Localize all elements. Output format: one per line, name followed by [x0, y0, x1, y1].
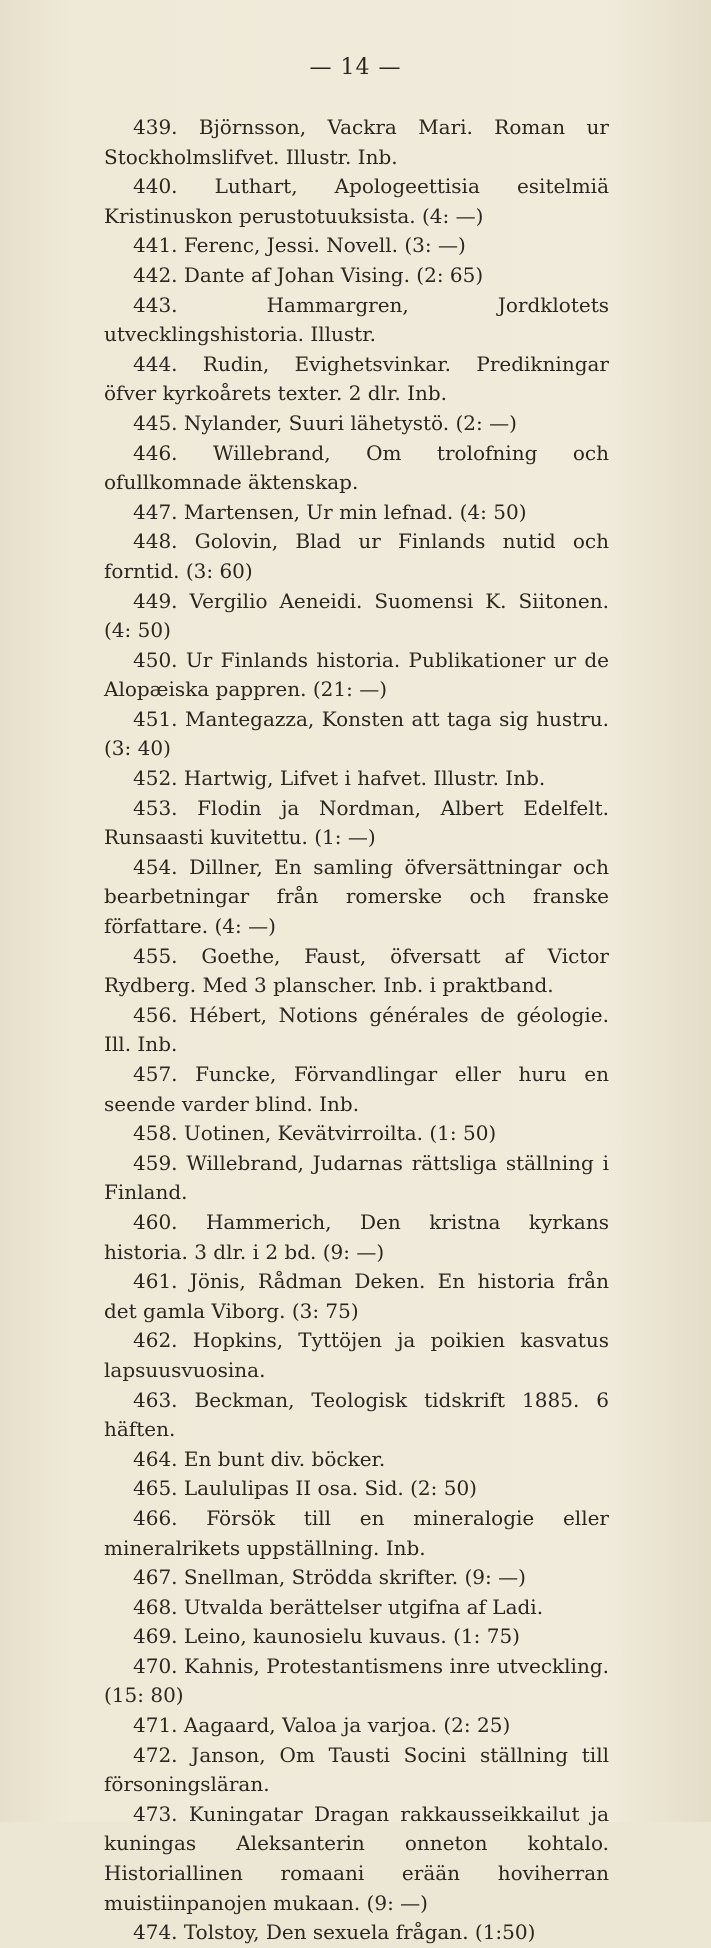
catalog-entry: 458. Uotinen, Kevätvirroilta. (1: 50) [133, 1121, 497, 1146]
catalog-entry: 445. Nylander, Suuri lähetystö. (2: —) [133, 410, 517, 435]
catalog-entry: 451. Mantegazza, Konsten att taga sig hustru. (3: 40) [104, 706, 609, 761]
catalog-entry: 470. Kahnis, Protestantismens inre utveckling. (15: 80) [104, 1653, 609, 1708]
catalog-entry: 448. Golovin, Blad ur Finlands nutid och forntid. (3: 60) [104, 529, 609, 583]
catalog-entry: 473. Kuningatar Dragan rakkausseikkailut ja kuningas Aleksanterin onneton kohtalo. Historiallinen romaani erään hoviherran muistiinpanojen mukaan. (9: —) [104, 1801, 609, 1915]
catalog-entry: 459. Willebrand, Judarnas rättsliga ställning i Finland. [104, 1150, 609, 1205]
catalog-entry: 461. Jönis, Rådman Deken. En historia från det gamla Viborg. (3: 75) [104, 1269, 609, 1323]
catalog-entry: 467. Snellman, Strödda skrifter. (9: —) [133, 1565, 526, 1590]
catalog-entry: 447. Martensen, Ur min lefnad. (4: 50) [133, 499, 527, 524]
catalog-entry: 442. Dante af Johan Vising. (2: 65) [133, 262, 484, 287]
catalog-entry: 443. Hammargren, Jordklotets utvecklingshistoria. Illustr. [104, 292, 609, 347]
catalog-entry: 454. Dillner, En samling öfversättningar och bearbetningar från romerske och franske författare. (4: —) [104, 854, 609, 939]
catalog-entry: 462. Hopkins, Tyttöjen ja poikien kasvatus lapsuusvuosina. [104, 1328, 609, 1382]
page-number: — 14 — [309, 55, 402, 80]
catalog-entry: 455. Goethe, Faust, öfversatt af Victor Rydberg. Med 3 planscher. Inb. i praktband. [104, 943, 609, 998]
catalog-entry: 472. Janson, Om Tausti Socini ställning till försoningsläran. [104, 1742, 609, 1797]
catalog-entry: 453. Flodin ja Nordman, Albert Edelfelt. Runsaasti kuvitettu. (1: —) [104, 795, 609, 850]
catalog-entry: 466. Försök till en mineralogie eller mineralrikets uppställning. Inb. [104, 1505, 609, 1560]
catalog-entry: 460. Hammerich, Den kristna kyrkans historia. 3 dlr. i 2 bd. (9: —) [104, 1209, 609, 1264]
catalog-entry: 456. Hébert, Notions générales de géologie. Ill. Inb. [104, 1002, 609, 1057]
catalog-entry: 474. Tolstoy, Den sexuela frågan. (1:50) [133, 1920, 536, 1945]
catalog-entry: 457. Funcke, Förvandlingar eller huru en seende varder blind. Inb. [104, 1062, 609, 1116]
catalog-entries [104, 113, 609, 1948]
catalog-entry: 465. Laululipas II osa. Sid. (2: 50) [133, 1476, 477, 1501]
catalog-entry: 471. Aagaard, Valoa ja varjoa. (2: 25) [133, 1713, 511, 1738]
catalog-entry: 452. Hartwig, Lifvet i hafvet. Illustr. Inb. [133, 766, 546, 791]
catalog-entry: 439. Björnsson, Vackra Mari. Roman ur Stockholmslifvet. Illustr. Inb. [104, 115, 609, 169]
catalog-entry: 441. Ferenc, Jessi. Novell. (3: —) [133, 233, 466, 258]
catalog-entry: 464. En bunt div. böcker. [133, 1446, 386, 1471]
catalog-entry: 469. Leino, kaunosielu kuvaus. (1: 75) [133, 1624, 520, 1649]
catalog-entry: 446. Willebrand, Om trolofning och ofullkomnade äktenskap. [104, 440, 609, 495]
catalog-entry: 450. Ur Finlands historia. Publikationer ur de Alopæiska pappren. (21: —) [104, 647, 609, 702]
catalog-entry: 463. Beckman, Teologisk tidskrift 1885. 6 häften. [104, 1387, 609, 1442]
catalog-entry: 444. Rudin, Evighetsvinkar. Predikningar öfver kyrkoårets texter. 2 dlr. Inb. [104, 351, 609, 406]
catalog-entry: 440. Luthart, Apologeettisia esitelmiä Kristinuskon perustotuuksista. (4: —) [104, 174, 609, 228]
catalog-entry: 468. Utvalda berättelser utgifna af Ladi. [133, 1594, 544, 1619]
catalog-entry: 449. Vergilio Aeneidi. Suomensi K. Siitonen. (4: 50) [104, 588, 609, 643]
